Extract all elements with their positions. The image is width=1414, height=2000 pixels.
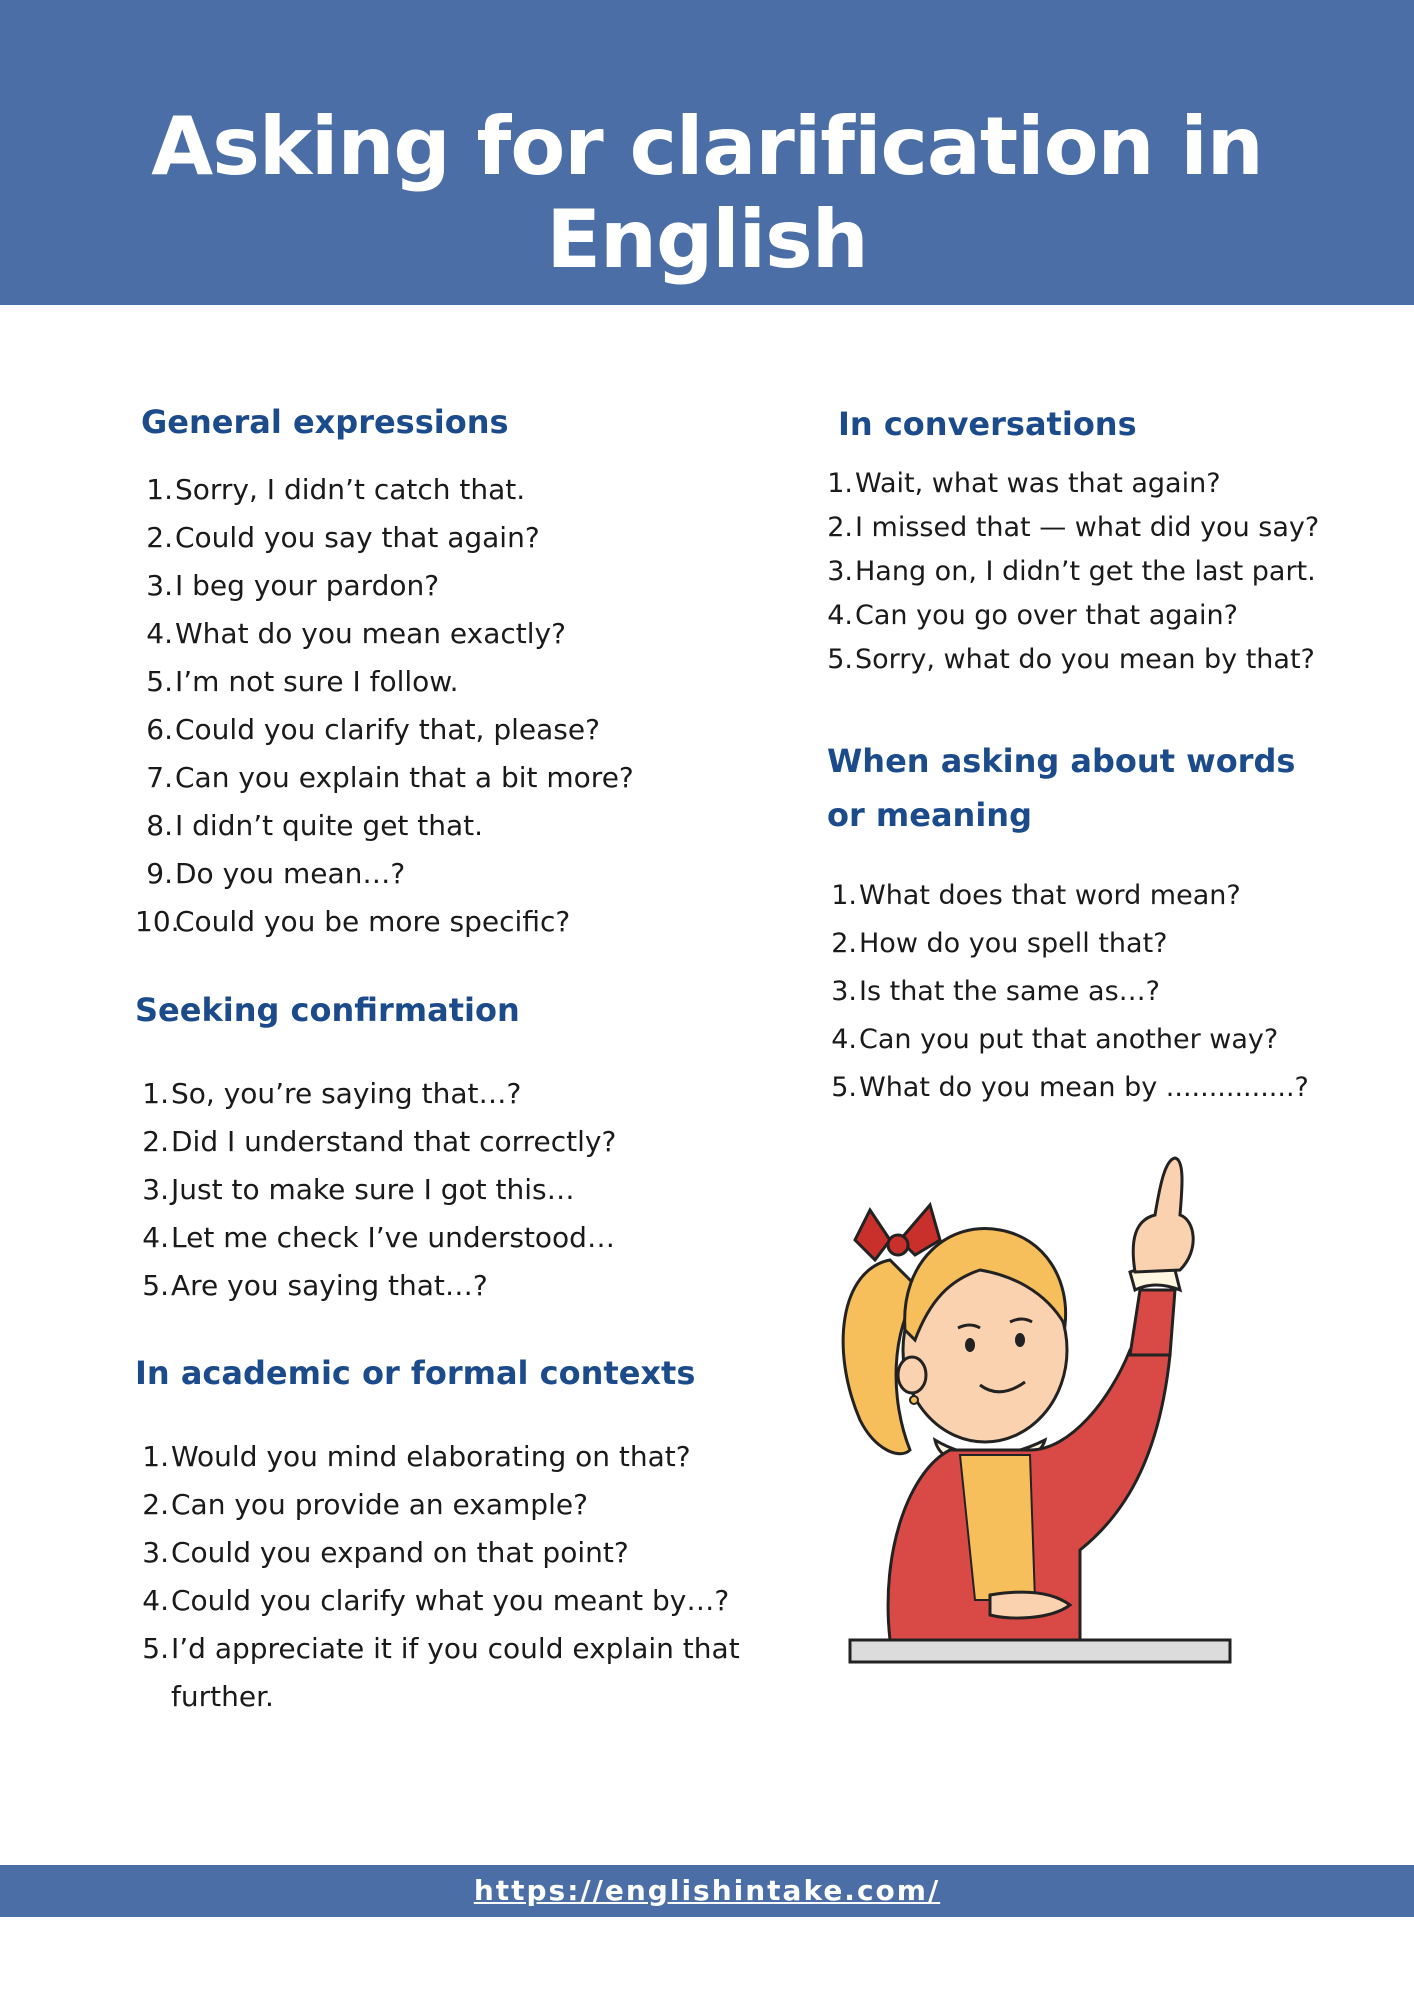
section-general: [135, 398, 775, 946]
conversations-list: [827, 462, 1327, 682]
list-item: [827, 550, 1327, 594]
list-item: [135, 514, 775, 562]
item-text: Could you say that again?: [175, 521, 540, 554]
item-number: 5.: [827, 644, 853, 675]
item-number: 2.: [142, 1125, 169, 1158]
list-item: [135, 1625, 775, 1721]
list-item: [135, 754, 775, 802]
item-text: Sorry, what do you mean by that?: [855, 644, 1315, 675]
footer-url-link[interactable]: https://englishintake.com/: [473, 1874, 941, 1907]
item-text: What do you mean by ...............?: [859, 1072, 1309, 1103]
list-item: [135, 658, 775, 706]
title-banner: [0, 0, 1414, 305]
item-number: 2.: [142, 1488, 169, 1521]
item-text: Let me check I’ve understood…: [171, 1221, 615, 1254]
item-text: How do you spell that?: [859, 928, 1168, 959]
confirmation-list: [135, 1070, 775, 1310]
item-text: Wait, what was that again?: [855, 468, 1221, 499]
item-text: I’m not sure I follow.: [175, 665, 459, 698]
list-item: [135, 1214, 775, 1262]
section-heading: When asking about words or meaning: [827, 742, 1296, 834]
item-number: 1.: [142, 1077, 169, 1110]
general-list: [135, 466, 775, 946]
section-heading: In academic or formal contexts: [135, 1354, 696, 1392]
list-item: [135, 850, 775, 898]
list-item: [827, 920, 1327, 968]
item-number: 3.: [142, 1173, 169, 1206]
item-text: I beg your pardon?: [175, 569, 440, 602]
list-item: [135, 1070, 775, 1118]
item-text: Can you put that another way?: [859, 1024, 1279, 1055]
item-number: 4.: [142, 1584, 169, 1617]
item-number: 4.: [142, 1221, 169, 1254]
list-item: [135, 1529, 775, 1577]
item-text: What do you mean exactly?: [175, 617, 566, 650]
item-text: Could you clarify that, please?: [175, 713, 600, 746]
item-text: Could you clarify what you meant by…?: [171, 1584, 730, 1617]
item-number: 4.: [827, 600, 853, 631]
page-title: Asking for clarification in English: [151, 100, 1263, 286]
item-number: 9.: [146, 857, 173, 890]
item-text: Do you mean…?: [175, 857, 406, 890]
item-number: 1.: [146, 473, 173, 506]
item-text: Can you go over that again?: [855, 600, 1238, 631]
item-text: So, you’re saying that…?: [171, 1077, 522, 1110]
item-text: Can you explain that a bit more?: [175, 761, 634, 794]
item-number: 8.: [146, 809, 173, 842]
item-text: I’d appreciate it if you could explain that further.: [171, 1632, 740, 1713]
girl-raising-hand-icon: [830, 1150, 1250, 1680]
item-text: I missed that — what did you say?: [855, 512, 1320, 543]
list-item: [827, 594, 1327, 638]
list-item: [827, 968, 1327, 1016]
section-academic: [135, 1349, 775, 1721]
list-item: [827, 1064, 1327, 1112]
list-item: [135, 1166, 775, 1214]
item-text: Are you saying that…?: [171, 1269, 488, 1302]
section-confirmation: [135, 986, 775, 1310]
section-conversations: [827, 400, 1327, 682]
item-text: I didn’t quite get that.: [175, 809, 484, 842]
list-item: [135, 1577, 775, 1625]
item-number: 3.: [142, 1536, 169, 1569]
item-number: 7.: [146, 761, 173, 794]
item-number: 3.: [146, 569, 173, 602]
item-number: 5.: [142, 1269, 169, 1302]
item-text: Hang on, I didn’t get the last part.: [855, 556, 1316, 587]
item-number: 5.: [831, 1072, 857, 1103]
section-heading: Seeking confirmation: [135, 991, 520, 1029]
list-item: [135, 802, 775, 850]
list-item: [827, 506, 1327, 550]
item-text: Could you expand on that point?: [171, 1536, 629, 1569]
list-item: [827, 462, 1327, 506]
list-item: [827, 872, 1327, 920]
item-number: 3.: [831, 976, 857, 1007]
item-text: Can you provide an example?: [171, 1488, 588, 1521]
words-list: [827, 872, 1327, 1112]
item-number: 4.: [146, 617, 173, 650]
item-number: 2.: [827, 512, 853, 543]
section-words: [827, 734, 1327, 1112]
footer-bar: [0, 1865, 1414, 1917]
list-item: [135, 562, 775, 610]
list-item: [135, 1262, 775, 1310]
item-number: 4.: [831, 1024, 857, 1055]
item-text: Sorry, I didn’t catch that.: [175, 473, 526, 506]
section-heading: In conversations: [838, 405, 1137, 443]
item-number: 3.: [827, 556, 853, 587]
list-item: [827, 1016, 1327, 1064]
item-number: 2.: [146, 521, 173, 554]
list-item: [135, 706, 775, 754]
list-item: [135, 610, 775, 658]
item-number: 1.: [142, 1440, 169, 1473]
list-item: [827, 638, 1327, 682]
item-number: 10.: [135, 905, 180, 938]
item-text: Could you be more specific?: [175, 905, 571, 938]
item-number: 1.: [827, 468, 853, 499]
list-item: [135, 1481, 775, 1529]
item-number: 6.: [146, 713, 173, 746]
item-number: 5.: [142, 1632, 169, 1665]
list-item: [135, 1118, 775, 1166]
item-number: 5.: [146, 665, 173, 698]
list-item: [135, 1433, 775, 1481]
list-item: [135, 466, 775, 514]
item-text: Would you mind elaborating on that?: [171, 1440, 691, 1473]
item-text: Is that the same as…?: [859, 976, 1160, 1007]
item-text: Did I understand that correctly?: [171, 1125, 617, 1158]
list-item: [135, 898, 775, 946]
section-heading: General expressions: [141, 403, 509, 441]
item-number: 1.: [831, 880, 857, 911]
item-number: 2.: [831, 928, 857, 959]
item-text: What does that word mean?: [859, 880, 1241, 911]
item-text: Just to make sure I got this…: [171, 1173, 575, 1206]
academic-list: [135, 1433, 775, 1721]
